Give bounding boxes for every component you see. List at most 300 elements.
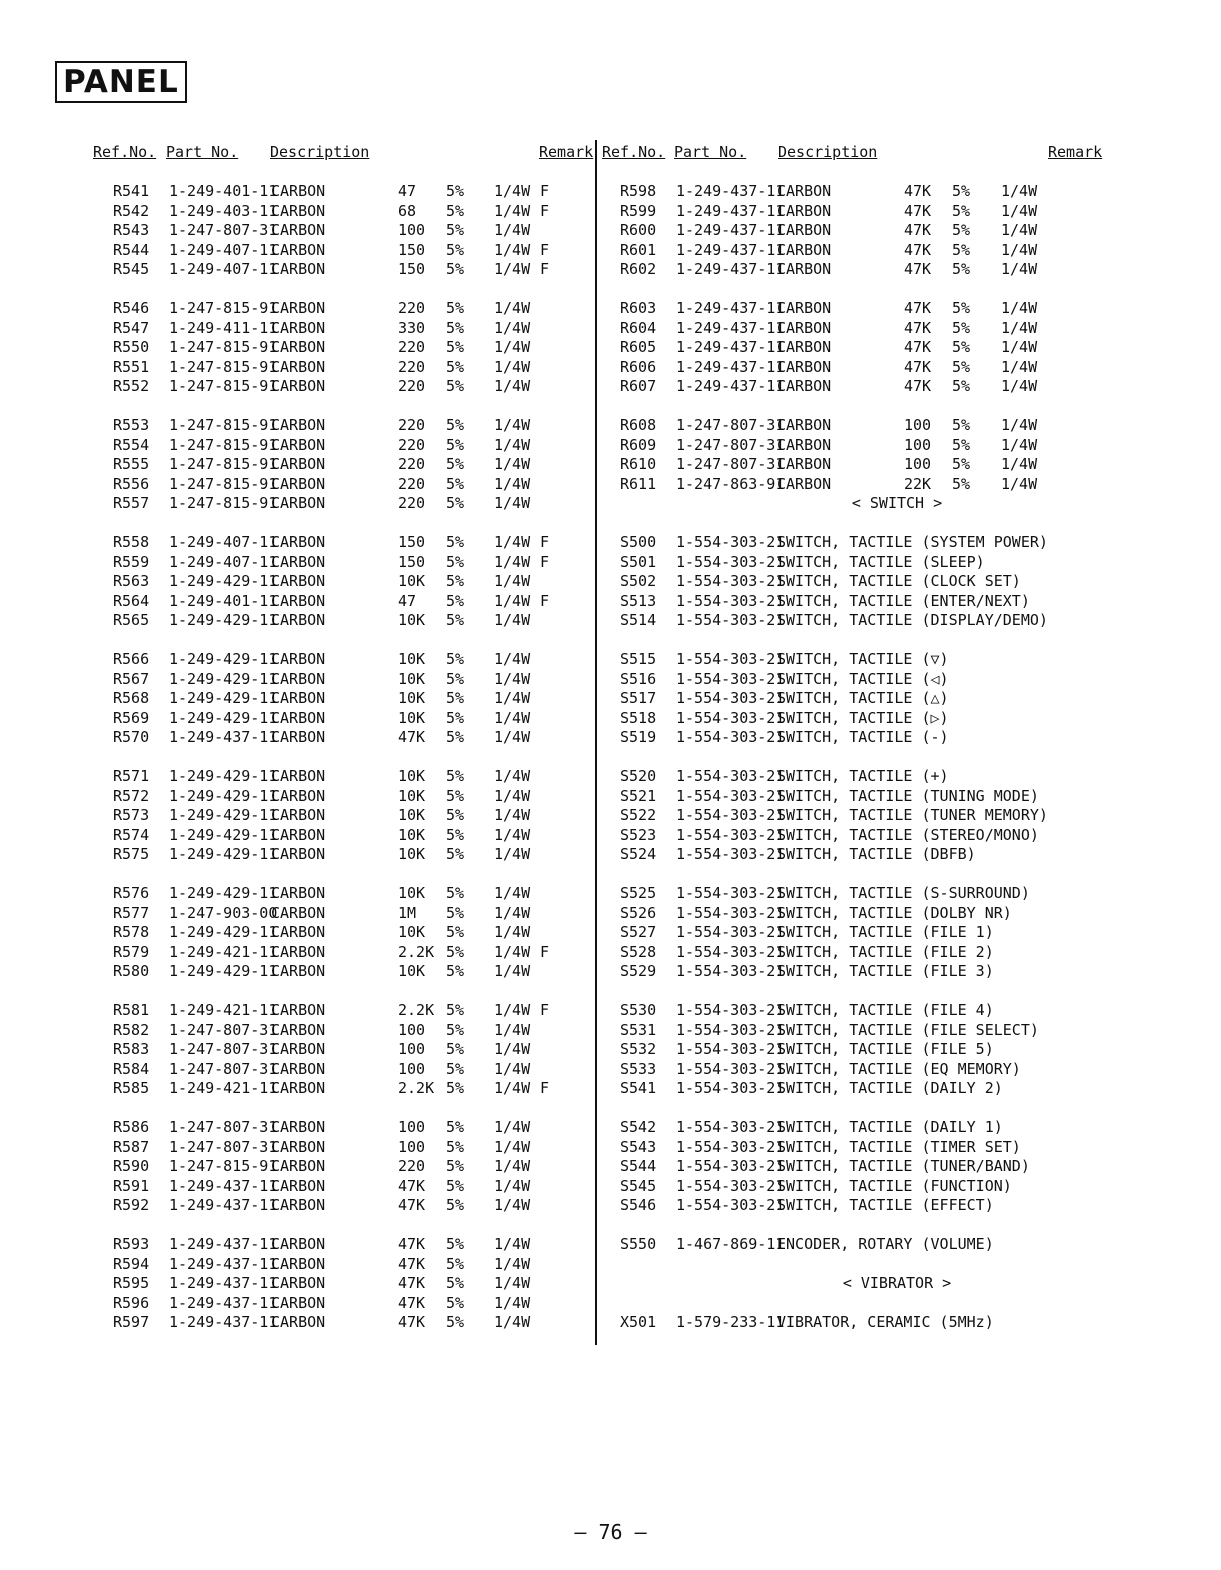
part-row: [597, 1138, 1197, 1158]
spacer: [0, 631, 595, 651]
value: 100: [398, 221, 426, 239]
spacer: [0, 1216, 595, 1236]
part-row: [0, 1040, 595, 1060]
tolerance: 5%: [446, 962, 465, 980]
ref: R569: [113, 708, 150, 727]
value: 220: [398, 357, 426, 376]
value: 47K: [904, 201, 932, 220]
description: SWITCH, TACTILE (FILE 3): [777, 962, 994, 980]
description: SWITCH, TACTILE (-): [777, 728, 949, 746]
part-no: 1-554-303-21: [676, 1157, 785, 1175]
part-no: 1-554-303-21: [676, 708, 785, 727]
wattage: 1/4W: [494, 942, 531, 961]
wattage: 1/4W: [494, 1196, 531, 1214]
part-row: [597, 709, 1197, 729]
wattage: 1/4W: [494, 221, 531, 239]
tolerance: 5%: [446, 1118, 465, 1136]
description: CARBON: [777, 416, 832, 434]
spacer: [0, 1099, 595, 1119]
part-row: [597, 845, 1197, 865]
ref: R587: [113, 1137, 150, 1156]
description: CARBON: [271, 474, 326, 493]
wattage: 1/4W: [494, 1254, 531, 1273]
part-no: 1-249-407-11: [169, 533, 278, 551]
tolerance: 5%: [446, 1176, 465, 1195]
part-row: [0, 1196, 595, 1216]
tolerance: 5%: [952, 338, 971, 356]
description: SWITCH, TACTILE (TUNING MODE): [777, 786, 1039, 805]
part-row: [597, 338, 1197, 358]
spacer: [597, 1294, 1197, 1314]
description: SWITCH, TACTILE (FILE 4): [777, 1001, 994, 1019]
ref: S524: [620, 845, 657, 863]
ref: R574: [113, 825, 150, 844]
tolerance: 5%: [446, 1020, 465, 1039]
tolerance: 5%: [446, 1274, 465, 1292]
tolerance: 5%: [952, 299, 971, 317]
ref: S526: [620, 903, 657, 922]
ref: S502: [620, 572, 657, 590]
part-no: 1-249-429-11: [169, 689, 278, 707]
tolerance: 5%: [446, 1293, 465, 1312]
description: CARBON: [271, 1059, 326, 1078]
ref: R596: [113, 1293, 150, 1312]
part-row: [597, 689, 1197, 709]
tolerance: 5%: [446, 689, 465, 707]
part-row: [0, 553, 595, 573]
value: 22K: [904, 474, 932, 493]
value: 47K: [398, 728, 426, 746]
ref: R543: [113, 221, 150, 239]
value: 220: [398, 1157, 426, 1175]
description: SWITCH, TACTILE (FILE 1): [777, 923, 994, 941]
description: CARBON: [777, 435, 832, 454]
part-no: 1-554-303-21: [676, 1137, 785, 1156]
part-row: [597, 241, 1197, 261]
ref: S529: [620, 962, 657, 980]
description: VIBRATOR, CERAMIC (5MHz): [777, 1313, 994, 1331]
ref: R566: [113, 650, 150, 668]
page-number: — 76 —: [574, 1520, 647, 1544]
part-no: 1-247-815-91: [169, 474, 278, 493]
tolerance: 5%: [446, 494, 465, 512]
description: CARBON: [271, 182, 326, 200]
ref: S520: [620, 767, 657, 785]
ref: R598: [620, 182, 657, 200]
description: ENCODER, ROTARY (VOLUME): [777, 1235, 994, 1253]
part-row: [597, 728, 1197, 748]
value: 100: [398, 1137, 426, 1156]
part-row: [0, 923, 595, 943]
description: CARBON: [271, 1196, 326, 1214]
value: 220: [398, 416, 426, 434]
ref: R601: [620, 240, 657, 259]
part-no: 1-247-815-91: [169, 416, 278, 434]
tolerance: 5%: [446, 416, 465, 434]
ref: R606: [620, 357, 657, 376]
ref: R541: [113, 182, 150, 200]
wattage: 1/4W: [494, 689, 531, 707]
part-row: [597, 943, 1197, 963]
description: SWITCH, TACTILE (EQ MEMORY): [777, 1059, 1021, 1078]
part-row: [0, 728, 595, 748]
spacer: [597, 1099, 1197, 1119]
description: CARBON: [271, 1079, 326, 1097]
part-row: [597, 1079, 1197, 1099]
part-row: [0, 1001, 595, 1021]
part-no: 1-249-401-11: [169, 182, 278, 200]
part-no: 1-554-303-21: [676, 1020, 785, 1039]
part-no: 1-554-303-21: [676, 845, 785, 863]
part-no: 1-249-437-11: [676, 182, 785, 200]
part-no: 1-249-411-11: [169, 318, 278, 337]
part-no: 1-554-303-21: [676, 669, 785, 688]
part-row: [0, 260, 595, 280]
value: 150: [398, 240, 426, 259]
tolerance: 5%: [446, 806, 465, 824]
part-no: 1-249-429-11: [169, 611, 278, 629]
part-no: 1-249-437-11: [676, 318, 785, 337]
ref: X501: [620, 1313, 657, 1331]
ref: R583: [113, 1040, 150, 1058]
wattage: 1/4W: [494, 533, 531, 551]
tolerance: 5%: [446, 825, 465, 844]
part-no: 1-554-303-21: [676, 689, 785, 707]
part-no: 1-249-437-11: [676, 299, 785, 317]
part-row: [0, 884, 595, 904]
wattage: 1/4W: [1001, 240, 1038, 259]
part-row: [597, 1177, 1197, 1197]
part-no: 1-249-437-11: [676, 240, 785, 259]
part-row: [597, 260, 1197, 280]
part-no: 1-247-807-31: [676, 455, 785, 473]
wattage: 1/4W: [494, 708, 531, 727]
spacer: [597, 748, 1197, 768]
ref: R604: [620, 318, 657, 337]
tolerance: 5%: [952, 416, 971, 434]
wattage: 1/4W: [494, 572, 531, 590]
wattage: 1/4W: [494, 611, 531, 629]
wattage: 1/4W: [494, 786, 531, 805]
part-row: [0, 1021, 595, 1041]
ref: S541: [620, 1079, 657, 1097]
wattage: 1/4W: [494, 825, 531, 844]
part-row: [0, 689, 595, 709]
left-parts-list: [0, 182, 595, 1333]
wattage: 1/4W: [494, 1274, 531, 1292]
tolerance: 5%: [446, 728, 465, 746]
value: 10K: [398, 572, 426, 590]
part-no: 1-249-437-11: [169, 1274, 278, 1292]
part-no: 1-249-437-11: [676, 201, 785, 220]
description: SWITCH, TACTILE (DAILY 1): [777, 1118, 1003, 1136]
part-no: 1-554-303-21: [676, 1040, 785, 1058]
header-desc-right: Description: [778, 143, 878, 161]
tolerance: 5%: [952, 435, 971, 454]
wattage: 1/4W: [494, 318, 531, 337]
part-row: [597, 553, 1197, 573]
description: SWITCH, TACTILE (DISPLAY/DEMO): [777, 611, 1048, 629]
wattage: 1/4W: [494, 416, 531, 434]
wattage: 1/4W: [494, 1137, 531, 1156]
ref: R565: [113, 611, 150, 629]
tolerance: 5%: [952, 318, 971, 337]
ref: R581: [113, 1001, 150, 1019]
wattage: 1/4W: [1001, 377, 1038, 395]
part-row: [0, 338, 595, 358]
wattage: 1/4W: [494, 669, 531, 688]
part-no: 1-249-429-11: [169, 923, 278, 941]
value: 47K: [398, 1196, 426, 1214]
wattage: 1/4W: [494, 962, 531, 980]
section-heading: < VIBRATOR >: [842, 1274, 952, 1292]
ref: S515: [620, 650, 657, 668]
ref: S513: [620, 591, 657, 610]
tolerance: 5%: [446, 1157, 465, 1175]
description: SWITCH, TACTILE (DBFB): [777, 845, 976, 863]
ref: R602: [620, 260, 657, 278]
part-no: 1-249-437-11: [676, 357, 785, 376]
description: CARBON: [271, 338, 326, 356]
ref: R579: [113, 942, 150, 961]
part-no: 1-249-429-11: [169, 669, 278, 688]
description: CARBON: [777, 318, 832, 337]
value: 2.2K: [398, 942, 435, 961]
header-remark-left: Remark: [539, 143, 594, 161]
part-no: 1-554-303-21: [676, 1001, 785, 1019]
part-no: 1-554-303-21: [676, 533, 785, 551]
tolerance: 5%: [952, 182, 971, 200]
description: CARBON: [271, 962, 326, 980]
part-row: [597, 377, 1197, 397]
wattage: 1/4W: [494, 260, 531, 278]
part-row: [597, 1118, 1197, 1138]
ref: R590: [113, 1157, 150, 1175]
wattage: 1/4W: [494, 845, 531, 863]
tolerance: 5%: [446, 1001, 465, 1019]
ref: R553: [113, 416, 150, 434]
wattage: 1/4W: [1001, 357, 1038, 376]
wattage: 1/4W: [494, 1020, 531, 1039]
spacer: [597, 1216, 1197, 1236]
part-no: 1-467-869-11: [676, 1235, 785, 1253]
ref: S531: [620, 1020, 657, 1039]
part-row: [0, 1138, 595, 1158]
part-no: 1-249-407-11: [169, 552, 278, 571]
part-no: 1-249-429-11: [169, 825, 278, 844]
description: CARBON: [271, 260, 326, 278]
part-no: 1-249-437-11: [169, 1313, 278, 1331]
spacer: [597, 865, 1197, 885]
ref: R578: [113, 923, 150, 941]
description: CARBON: [271, 1001, 326, 1019]
part-row: [0, 299, 595, 319]
part-no: 1-554-303-21: [676, 1176, 785, 1195]
part-row: [0, 1079, 595, 1099]
tolerance: 5%: [446, 299, 465, 317]
description: CARBON: [271, 903, 326, 922]
tolerance: 5%: [446, 923, 465, 941]
part-no: 1-554-303-21: [676, 884, 785, 902]
value: 47K: [904, 299, 932, 317]
part-no: 1-249-401-11: [169, 591, 278, 610]
tolerance: 5%: [446, 533, 465, 551]
tolerance: 5%: [446, 552, 465, 571]
part-row: [597, 884, 1197, 904]
tolerance: 5%: [446, 786, 465, 805]
tolerance: 5%: [446, 591, 465, 610]
description: CARBON: [271, 1274, 326, 1292]
header-remark-right: Remark: [1048, 143, 1103, 161]
wattage: 1/4W: [494, 1079, 531, 1097]
value: 10K: [398, 650, 426, 668]
ref: R564: [113, 591, 150, 610]
ref: S522: [620, 806, 657, 824]
part-no: 1-554-303-21: [676, 572, 785, 590]
description: CARBON: [271, 318, 326, 337]
part-no: 1-249-429-11: [169, 767, 278, 785]
part-no: 1-249-421-11: [169, 942, 278, 961]
remark: F: [540, 182, 550, 200]
description: CARBON: [777, 377, 832, 395]
ref: R582: [113, 1020, 150, 1039]
description: CARBON: [271, 884, 326, 902]
part-no: 1-554-303-21: [676, 728, 785, 746]
description: CARBON: [271, 201, 326, 220]
spacer: [597, 1255, 1197, 1275]
value: 330: [398, 318, 426, 337]
part-row: [597, 611, 1197, 631]
description: CARBON: [271, 240, 326, 259]
wattage: 1/4W: [494, 1001, 531, 1019]
ref: R552: [113, 377, 150, 395]
part-no: 1-554-303-21: [676, 786, 785, 805]
description: CARBON: [271, 669, 326, 688]
ref: R563: [113, 572, 150, 590]
value: 10K: [398, 767, 426, 785]
wattage: 1/4W: [494, 923, 531, 941]
description: CARBON: [777, 357, 832, 376]
value: 100: [398, 1040, 426, 1058]
ref: R577: [113, 903, 150, 922]
part-no: 1-247-815-91: [169, 455, 278, 473]
spacer: [597, 397, 1197, 417]
part-row: [0, 1177, 595, 1197]
value: 10K: [398, 845, 426, 863]
part-no: 1-247-807-31: [169, 221, 278, 239]
ref: S525: [620, 884, 657, 902]
value: 10K: [398, 962, 426, 980]
part-no: 1-554-303-21: [676, 923, 785, 941]
remark: F: [540, 1079, 550, 1097]
part-no: 1-554-303-21: [676, 1079, 785, 1097]
value: 100: [904, 416, 932, 434]
ref: S514: [620, 611, 657, 629]
part-row: [597, 806, 1197, 826]
value: 47K: [398, 1254, 426, 1273]
description: CARBON: [777, 260, 832, 278]
ref: S546: [620, 1196, 657, 1214]
value: 10K: [398, 884, 426, 902]
description: CARBON: [271, 942, 326, 961]
part-no: 1-247-807-31: [169, 1040, 278, 1058]
description: CARBON: [271, 572, 326, 590]
ref: R570: [113, 728, 150, 746]
part-row: [0, 1157, 595, 1177]
part-row: [597, 904, 1197, 924]
tolerance: 5%: [446, 845, 465, 863]
value: 47K: [398, 1176, 426, 1195]
description: CARBON: [271, 494, 326, 512]
description: SWITCH, TACTILE (FILE SELECT): [777, 1020, 1039, 1039]
part-no: 1-554-303-21: [676, 611, 785, 629]
wattage: 1/4W: [1001, 416, 1038, 434]
ref: S523: [620, 825, 657, 844]
part-no: 1-249-429-11: [169, 806, 278, 824]
value: 150: [398, 260, 426, 278]
description: CARBON: [271, 591, 326, 610]
part-no: 1-554-303-21: [676, 1196, 785, 1214]
ref: R554: [113, 435, 150, 454]
wattage: 1/4W: [1001, 435, 1038, 454]
part-row: [0, 1294, 595, 1314]
part-row: [0, 377, 595, 397]
tolerance: 5%: [446, 455, 465, 473]
description: SWITCH, TACTILE (◁): [777, 669, 949, 688]
description: CARBON: [271, 552, 326, 571]
ref: R544: [113, 240, 150, 259]
wattage: 1/4W: [494, 1118, 531, 1136]
description: CARBON: [271, 1020, 326, 1039]
part-no: 1-249-437-11: [169, 1293, 278, 1312]
wattage: 1/4W: [494, 1040, 531, 1058]
description: SWITCH, TACTILE (CLOCK SET): [777, 572, 1021, 590]
ref: R600: [620, 221, 657, 239]
value: 10K: [398, 786, 426, 805]
description: CARBON: [271, 845, 326, 863]
spacer: [597, 982, 1197, 1002]
remark: F: [540, 552, 550, 571]
tolerance: 5%: [446, 669, 465, 688]
part-no: 1-554-303-21: [676, 825, 785, 844]
ref: R609: [620, 435, 657, 454]
part-no: 1-247-815-91: [169, 338, 278, 356]
remark: F: [540, 942, 550, 961]
part-row: [0, 416, 595, 436]
description: CARBON: [271, 435, 326, 454]
part-row: [597, 787, 1197, 807]
value: 100: [904, 455, 932, 473]
description: CARBON: [271, 1040, 326, 1058]
description: CARBON: [271, 455, 326, 473]
part-no: 1-249-437-11: [676, 377, 785, 395]
ref: R592: [113, 1196, 150, 1214]
tolerance: 5%: [446, 182, 465, 200]
ref: R607: [620, 377, 657, 395]
description: CARBON: [271, 1137, 326, 1156]
part-row: [0, 494, 595, 514]
description: CARBON: [271, 825, 326, 844]
tolerance: 5%: [446, 942, 465, 961]
part-no: 1-249-437-11: [169, 1176, 278, 1195]
wattage: 1/4W: [494, 767, 531, 785]
value: 10K: [398, 689, 426, 707]
part-row: [597, 475, 1197, 495]
section-heading: < SWITCH >: [851, 494, 943, 512]
value: 220: [398, 474, 426, 493]
description: CARBON: [271, 806, 326, 824]
part-row: [0, 221, 595, 241]
